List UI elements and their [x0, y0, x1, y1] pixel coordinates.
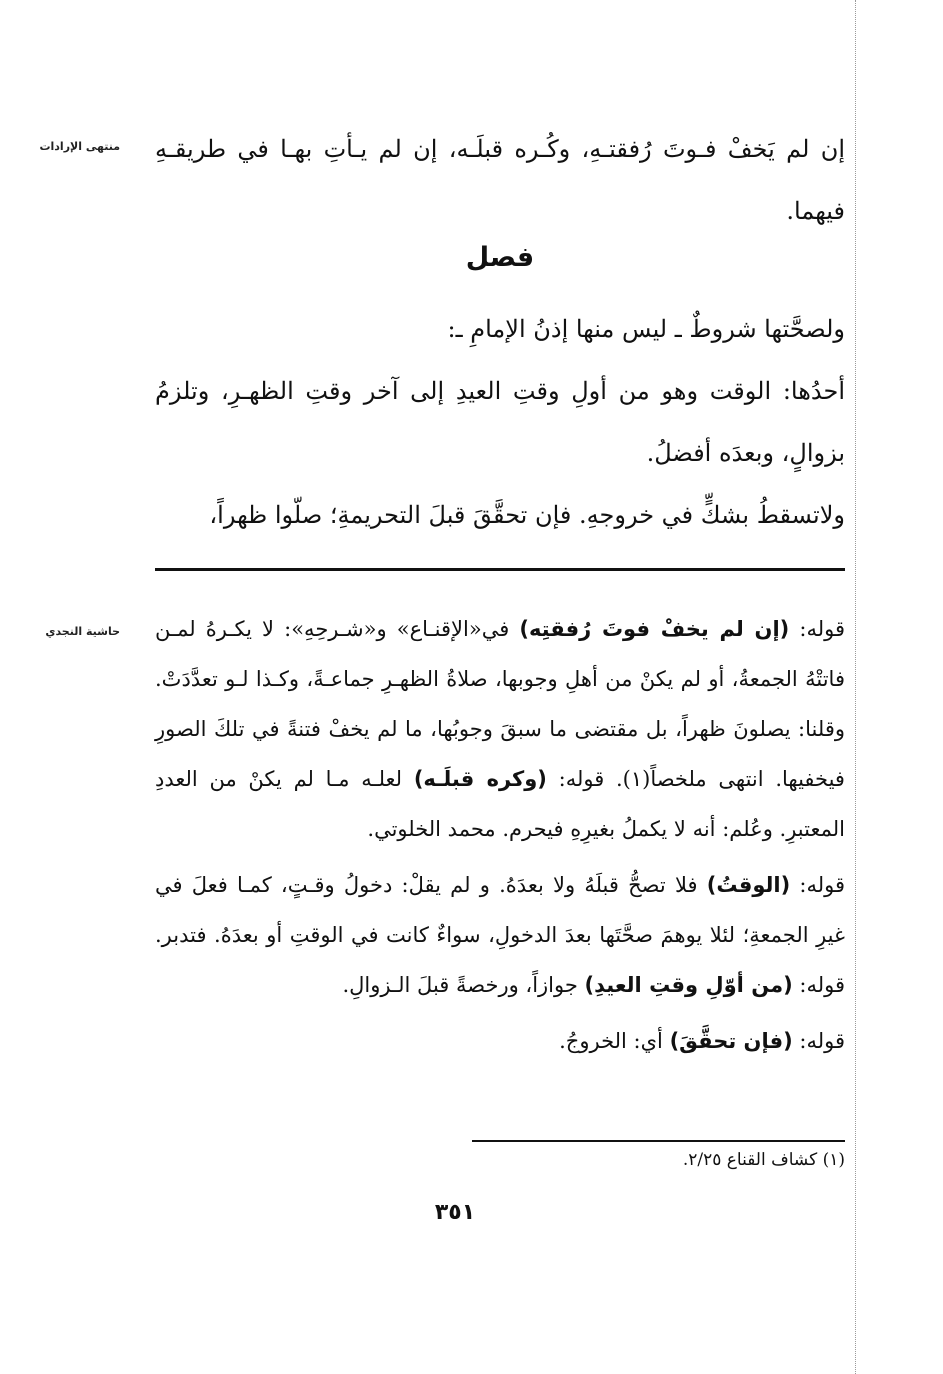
hashiya-p3-intro: قوله: — [792, 1029, 845, 1053]
side-label-matn-source: منتهى الإرادات — [39, 140, 120, 153]
hashiya-p1-quote-1: (إن لم يخفْ فوتَ رُفقتِه) — [519, 617, 790, 641]
matn-para-4: ولاتسقطُ بشكٍّ في خروجهِ. فإن تحقَّقَ قبلَ التحريمةِ؛ صلّوا ظهراً، — [209, 501, 845, 529]
hashiya-para-1 — [155, 604, 845, 854]
hashiya-p2-quote-2: (من أوّلِ وقتِ العيدِ) — [584, 973, 793, 997]
hashiya-para-3 — [155, 1016, 845, 1066]
main-separator-rule — [155, 568, 845, 571]
matn-para-1: إن لم يَخفْ فـوتَ رُفقتـهِ، وكُـره قبلَـه، إن لم يـأتِ بهـا في طريقـهِ فيهما. — [155, 135, 845, 225]
hashiya-commentary — [155, 604, 845, 1072]
matn-section-body — [155, 298, 845, 546]
hashiya-p1-text-2: لعلـه مـا لم يكنْ من العددِ المعتبرِ. وعُلم: أنه لا يكملُ بغيرِهِ فيحرم. محمد الخلوتي. — [155, 767, 845, 841]
hashiya-p3-text-1: أي: الخروجُ. — [559, 1029, 670, 1053]
hashiya-p1-quote-2: (وكره قبلَـه) — [413, 767, 547, 791]
page-number: ٣٥١ — [434, 1200, 476, 1225]
hashiya-p3-quote-1: (فإن تحقَّقَ) — [669, 1029, 793, 1053]
section-heading: فصل — [465, 242, 535, 273]
page-edge-dotted-line — [855, 0, 856, 1374]
hashiya-p2-text-2: جوازاً، ورخصةً قبلَ الـزوالِ. — [342, 973, 585, 997]
matn-para-3: أحدُها: الوقت وهو من أولِ وقتِ العيدِ إلى آخر وقتِ الظهـرِ، وتلزمُ بزوالٍ، وبعدَه أفضلُ. — [155, 377, 845, 467]
hashiya-p1-intro: قوله: — [789, 617, 846, 641]
hashiya-para-2 — [155, 860, 845, 1010]
matn-top-paragraph — [155, 118, 845, 242]
hashiya-p2-quote-1: (الوقتُ) — [706, 873, 791, 897]
side-label-hashiya-source: حاشية النجدي — [45, 625, 120, 638]
hashiya-p1-text-1: في«الإقنـاع» و«شـرحِهِ»: لا يكـرهُ لمـن فاتتْهُ الجمعةُ، أو لم يكنْ من أهلِ وجوبها، صلاةُ الظهـرِ جماعـةً، وكـذا لـو تعدَّدَتْ. وقلنا: يصلونَ ظهراً، بل مقتضى ما سبقَ وجوبُها، ما لم يخفْ فتنةً في تلكَ الصورِ فيخفيها. انتهى ملخصاً(١). قوله: — [155, 617, 845, 791]
matn-para-2: ولصحَّتها شروطٌ ـ ليس منها إذنُ الإمامِ ـ: — [447, 315, 845, 343]
footnote-separator-rule — [472, 1140, 845, 1142]
hashiya-p2-text-1: فلا تصحُّ قبلَهُ ولا بعدَهُ. و لم يقلْ: دخولُ وقـتٍ، كمـا فعلَ في غيرِ الجمعةِ؛ لئلا يوهمَ صحَّتَها بعدَ الدخولِ، سواءٌ كانت في الوقتِ أو بعدَهُ. فتدبر. قوله: — [155, 873, 845, 997]
hashiya-p2-intro: قوله: — [790, 873, 846, 897]
footnote: (١) كشاف القناع ٢/٢٥. — [682, 1150, 845, 1170]
